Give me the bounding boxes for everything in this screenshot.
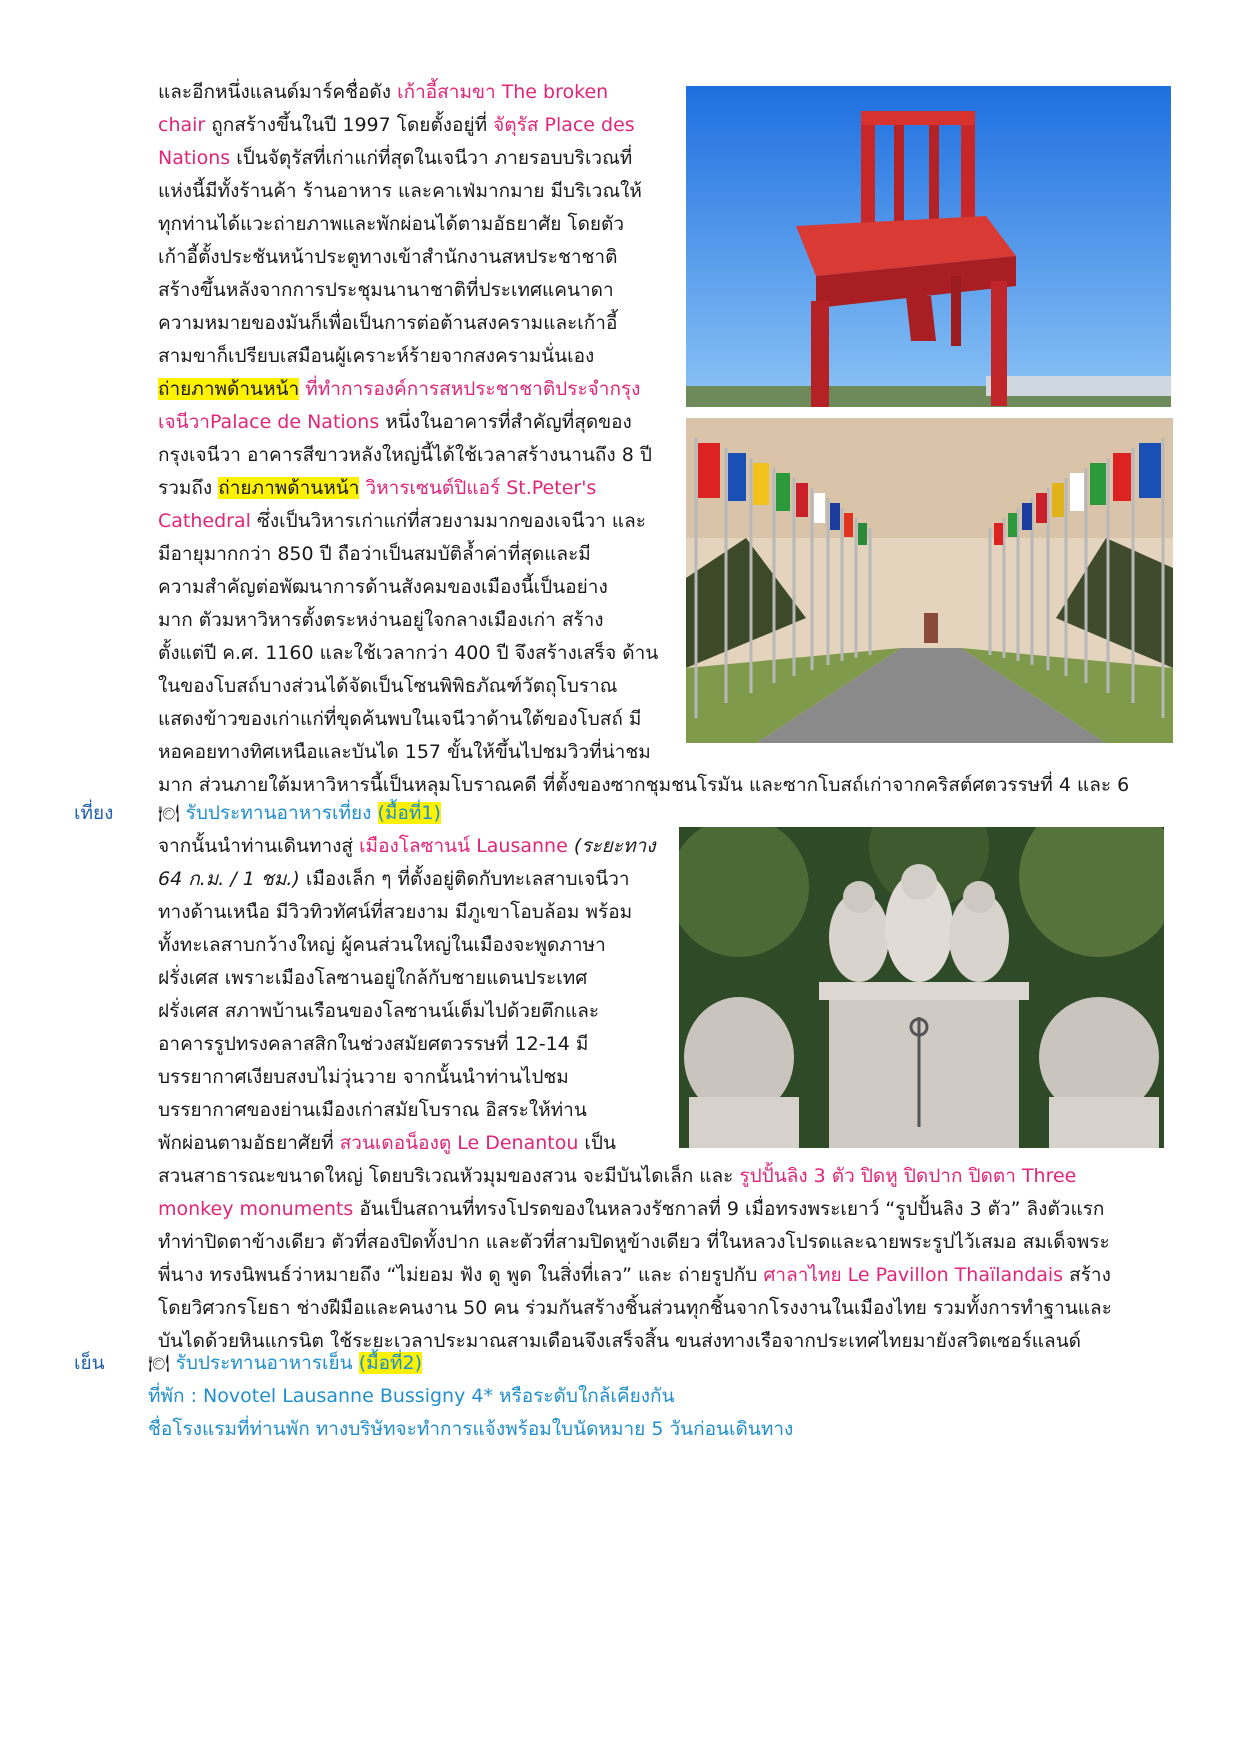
text-line: [158, 604, 672, 637]
text-run: รวมถึง: [158, 477, 219, 499]
text-line: [158, 863, 672, 896]
broken-chair-photo: [686, 86, 1171, 407]
text-line: [158, 995, 672, 1028]
plate-icon: 🍽: [148, 1354, 170, 1374]
text-run: หนึ่งในอาคารที่สำคัญที่สุดของ: [379, 411, 632, 433]
dinner-meal: (มื้อที่2): [358, 1352, 423, 1374]
photo-highlight: ถ่ายภาพด้านหน้า: [158, 378, 300, 400]
text-line: [158, 703, 672, 736]
text-line: [158, 538, 672, 571]
dinner-line: [148, 1347, 422, 1380]
place-name: ที่ทำการองค์การสหประชาชาติประจำกรุง: [305, 378, 641, 400]
text-line: [158, 929, 672, 962]
dinner-text: รับประทานอาหารเย็น: [169, 1352, 359, 1374]
hotel-name-line: ที่พัก : Novotel Lausanne Bussigny 4* หรือระดับใกล้เคียงกัน: [148, 1385, 675, 1407]
text-run: มาก ส่วนภายใต้มหาวิหารนี้เป็นหลุมโบราณคดี ที่ตั้งของซากชุมชนโรมัน และซากโบสถ์เก่าจากคริสต์ศตวรรษที่ 4 และ 6: [158, 774, 1130, 796]
hotel-notice-line: ชื่อโรงแรมที่ท่านพัก ทางบริษัทจะทำการแจ้งพร้อมใบนัดหมาย 5 วันก่อนเดินทาง: [148, 1418, 794, 1440]
text-run: ในของโบสถ์บางส่วนได้จัดเป็นโซนพิพิธภัณฑ์วัตถุโบราณ: [158, 675, 618, 697]
text-line: [158, 1094, 672, 1127]
dinner-time-label: เย็น: [74, 1352, 105, 1374]
place-name: เก้าอี้สามขา The broken: [397, 81, 609, 103]
text-run: เป็น: [578, 1132, 616, 1154]
place-name: สวนเดอน็องตู Le Denantou: [339, 1132, 579, 1154]
text-run: มีอายุมากกว่า 850 ปี ถือว่าเป็นสมบัติล้ำค่าที่สุดและมี: [158, 543, 591, 565]
place-name: ศาลาไทย Le Pavillon Thaïlandais: [763, 1264, 1064, 1286]
text-line: [158, 307, 672, 340]
text-run: ฝรั่งเศส เพราะเมืองโลซานอยู่ใกล้กับชายแดนประเทศ: [158, 967, 588, 989]
text-run: (ระยะทาง: [567, 835, 656, 857]
text-run: สามขาก็เปรียบเสมือนผู้เคราะห์ร้ายจากสงครามนั่นเอง: [158, 345, 595, 367]
text-run: เป็นจัตุรัสที่เก่าแก่ที่สุดในเจนีวา ภายรอบบริเวณที่: [230, 147, 633, 169]
text-line: [158, 1061, 672, 1094]
text-run: เมืองเล็ก ๆ ที่ตั้งอยู่ติดกับทะเลสาบเจนีวา: [299, 868, 630, 890]
text-line: [158, 274, 672, 307]
text-run: อาคารรูปทรงคลาสสิกในช่วงสมัยศตวรรษที่ 12-14 มี: [158, 1033, 589, 1055]
text-line: [158, 1292, 1112, 1325]
text-run: สวนสาธารณะขนาดใหญ่ โดยบริเวณหัวมุมของสวน จะมีบันไดเล็ก และ: [158, 1165, 740, 1187]
text-run: ทุกท่านได้แวะถ่ายภาพและพักผ่อนได้ตามอัธยาศัย โดยตัว: [158, 213, 625, 235]
text-line: [158, 896, 672, 929]
place-name: เจนีวาPalace de Nations: [158, 411, 380, 433]
place-name: Cathedral: [158, 510, 251, 532]
text-run: อันเป็นสถานที่ทรงโปรดของในหลวงรัชกาลที่ 9 เมื่อทรงพระเยาว์ “รูปปั้นลิง 3 ตัว” ลิงตัวแรก: [353, 1198, 1105, 1220]
text-run: บรรยากาศของย่านเมืองเก่าสมัยโบราณ อิสระให้ท่าน: [158, 1099, 587, 1121]
text-run: 64 ก.ม. / 1 ชม.): [158, 868, 300, 890]
text-line: [158, 373, 672, 406]
text-run: หอคอยทางทิศเหนือและบันได 157 ขั้นให้ขึ้นไปชมวิวที่น่าชม: [158, 741, 651, 763]
lunch-text: รับประทานอาหารเที่ยง: [179, 802, 378, 824]
text-run: สร้าง: [1063, 1264, 1111, 1286]
text-line: [158, 1160, 1076, 1193]
text-line: [158, 962, 672, 995]
text-run: บรรยากาศเงียบสงบไม่วุ่นวาย จากนั้นนำท่านไปชม: [158, 1066, 569, 1088]
text-line: [158, 175, 672, 208]
text-run: พี่นาง ทรงนิพนธ์ว่าหมายถึง “ไม่ยอม ฟัง ดู พูด ในสิ่งที่เลว” และ ถ่ายรูปกับ: [158, 1264, 764, 1286]
text-line: [158, 109, 672, 142]
text-run: ทำท่าปิดตาข้างเดียว ตัวที่สองปิดทั้งปาก และตัวที่สามปิดหูข้างเดียว ที่ในหลวงโปรดและฉายพระรูปไว้เสมอ สมเด็จพระ: [158, 1231, 1110, 1253]
text-run: จากนั้นนำท่านเดินทางสู่: [158, 835, 360, 857]
text-run: บันไดด้วยหินแกรนิต ใช้ระยะเวลาประมาณสามเดือนจึงเสร็จสิ้น ขนส่งทางเรือจากประเทศไทยมายังสวิตเซอร์แลนด์: [158, 1330, 1082, 1352]
text-line: [158, 1259, 1111, 1292]
text-line: [158, 830, 672, 863]
lunch-meal: (มื้อที่1): [377, 802, 441, 824]
text-run: ความสำคัญต่อพัฒนาการด้านสังคมของเมืองนี้เป็นอย่าง: [158, 576, 608, 598]
text-line: [158, 505, 672, 538]
place-name: วิหารเซนต์ปิแอร์ St.Peter's: [365, 477, 597, 499]
text-run: ทางด้านเหนือ มีวิวทิวทัศน์ที่สวยงาม มีภูเขาโอบล้อม พร้อม: [158, 901, 633, 923]
text-line: [158, 571, 672, 604]
place-name: monkey monuments: [158, 1198, 354, 1220]
text-line: [158, 208, 672, 241]
text-line: [158, 736, 672, 769]
lunch-line: [158, 797, 441, 830]
text-line: [158, 241, 672, 274]
place-name: เมืองโลซานน์ Lausanne: [359, 835, 568, 857]
text-run: ความหมายของมันก็เพื่อเป็นการต่อต้านสงครามและเก้าอี้: [158, 312, 618, 334]
text-run: และอีกหนึ่งแลนด์มาร์คชื่อดัง: [158, 81, 398, 103]
place-name: จัตุรัส Place des: [493, 114, 635, 136]
text-line: [158, 142, 672, 175]
text-run: เก้าอี้ตั้งประชันหน้าประตูทางเข้าสำนักงานสหประชาชาติ: [158, 246, 618, 268]
text-line: [158, 1127, 672, 1160]
text-run: แสดงข้าวของเก่าแก่ที่ขุดค้นพบในเจนีวาด้านใต้ของโบสถ์ มี: [158, 708, 642, 730]
text-line: [158, 1226, 1110, 1259]
lunch-time-label: เที่ยง: [74, 802, 114, 824]
place-name: chair: [158, 114, 206, 136]
flags-avenue-photo: [686, 418, 1173, 743]
text-line: [158, 670, 672, 703]
text-run: แห่งนี้มีทั้งร้านค้า ร้านอาหาร และคาเฟ่มากมาย มีบริเวณให้: [158, 180, 642, 202]
text-run: มาก ตัวมหาวิหารตั้งตระหง่านอยู่ใจกลางเมืองเก่า สร้าง: [158, 609, 604, 631]
text-run: ถูกสร้างขึ้นในปี 1997 โดยตั้งอยู่ที่: [205, 114, 494, 136]
text-run: โดยวิศวกรโยธา ช่างฝีมือและคนงาน 50 คน ร่วมกันสร้างชิ้นส่วนทุกชิ้นจากโรงงานในเมืองไทย รวมทั้งการทำฐานและ: [158, 1297, 1112, 1319]
text-line: [158, 340, 672, 373]
text-line: [158, 406, 672, 439]
text-run: ทั้งทะเลสาบกว้างใหญ่ ผู้คนส่วนใหญ่ในเมืองจะพูดภาษา: [158, 934, 606, 956]
text-line: [158, 472, 672, 505]
text-run: สร้างขึ้นหลังจากการประชุมนานาชาติที่ประเทศแคนาดา: [158, 279, 614, 301]
plate-icon: 🍽: [158, 804, 180, 824]
text-run: ซึ่งเป็นวิหารเก่าแก่ที่สวยงามมากของเจนีวา และ: [250, 510, 646, 532]
text-run: ฝรั่งเศส สภาพบ้านเรือนของโลซานน์เต็มไปด้วยตึกและ: [158, 1000, 600, 1022]
photo-highlight: ถ่ายภาพด้านหน้า: [218, 477, 360, 499]
text-run: กรุงเจนีวา อาคารสีขาวหลังใหญ่นี้ได้ใช้เวลาสร้างนานถึง 8 ปี: [158, 444, 652, 466]
text-line: [158, 1028, 672, 1061]
place-name: รูปปั้นลิง 3 ตัว ปิดหู ปิดปาก ปิดตา Three: [739, 1165, 1077, 1187]
three-monkeys-photo: [679, 827, 1164, 1148]
text-line: [158, 1193, 1104, 1226]
text-line: [158, 637, 672, 670]
text-run: พักผ่อนตามอัธยาศัยที่: [158, 1132, 340, 1154]
text-line: [158, 76, 672, 109]
text-line: [158, 439, 672, 472]
text-run: ตั้งแต่ปี ค.ศ. 1160 และใช้เวลากว่า 400 ปี จึงสร้างเสร็จ ด้าน: [158, 642, 659, 664]
place-name: Nations: [158, 147, 231, 169]
